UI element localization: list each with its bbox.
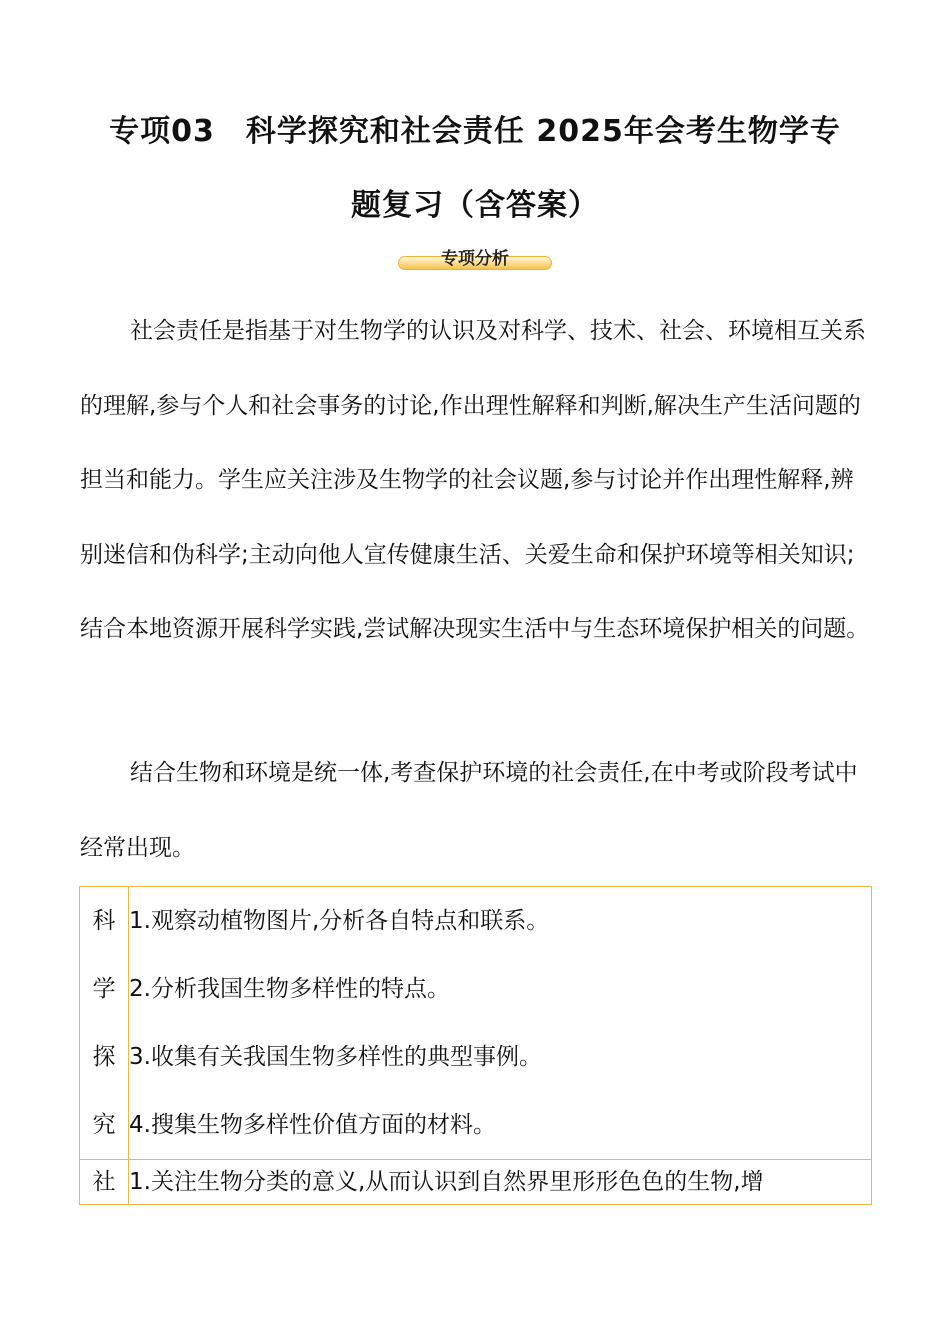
section-badge-label: 专项分析 — [441, 249, 509, 269]
list-item: 4.搜集生物多样性价值方面的材料。 — [129, 1112, 496, 1138]
exam-note-paragraph — [80, 736, 872, 885]
row-header-char: 科 — [92, 908, 116, 934]
list-item: 1.观察动植物图片,分析各自特点和联系。 — [129, 908, 550, 934]
document-title-line-1: 专项03 科学探究和社会责任 2025年会考生物学专 — [109, 114, 841, 149]
exam-note-paragraph-text: 结合生物和环境是统一体,考查保护环境的社会责任,在中考或阶段考试中经常出现。 — [80, 760, 858, 861]
row-header-char: 探 — [92, 1044, 116, 1070]
intro-paragraph — [80, 294, 872, 667]
table-row-science-inquiry — [80, 887, 872, 1160]
row-header-science-inquiry — [80, 887, 129, 1160]
row-header-char: 究 — [92, 1112, 116, 1138]
row-content-science-inquiry — [129, 887, 872, 1160]
document-title-line-2: 题复习（含答案） — [351, 188, 599, 223]
section-badge — [398, 244, 552, 270]
row-header-char: 学 — [92, 976, 116, 1002]
list-item: 3.收集有关我国生物多样性的典型事例。 — [129, 1044, 542, 1070]
row-header-social-responsibility — [80, 1160, 129, 1205]
competency-table — [79, 886, 872, 1205]
list-item: 2.分析我国生物多样性的特点。 — [129, 976, 450, 1002]
intro-paragraph-text: 社会责任是指基于对生物学的认识及对科学、技术、社会、环境相互关系的理解,参与个人和社会事务的讨论,作出理性解释和判断,解决生产生活问题的担当和能力。学生应关注涉及生物学的社会议题,参与讨论并作出理性解释,辨别迷信和伪科学;主动向他人宣传健康生活、关爱生命和保护环境等相关知识;结合本地资源开展科学实践,尝试解决现实生活中与生态环境保护相关的问题。 — [80, 318, 870, 642]
table-row-social-responsibility — [80, 1160, 872, 1205]
row-content-social-responsibility — [129, 1160, 872, 1205]
list-item: 1.关注生物分类的意义,从而认识到自然界里形形色色的生物,增 — [129, 1169, 764, 1195]
row-header-char: 社 — [92, 1169, 116, 1195]
